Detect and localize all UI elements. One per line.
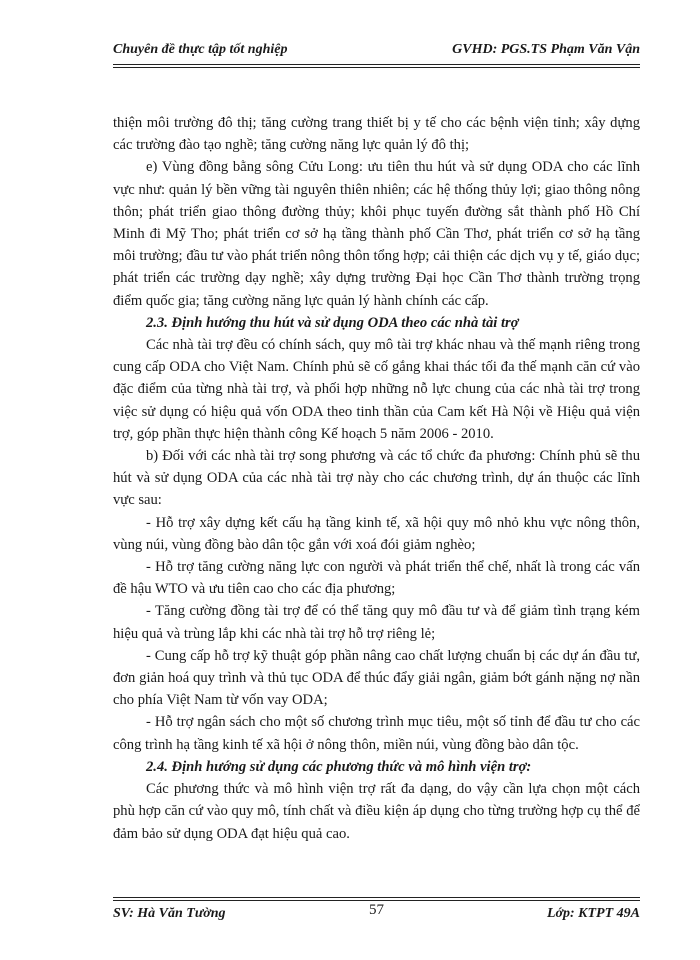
list-item-technical-assistance: - Cung cấp hỗ trợ kỹ thuật góp phần nâng cao chất lượng chuẩn bị các dự án đầu tư, đơn giản hoá quy trình và thủ tục ODA để thúc đẩy giải ngân, giảm bớt gánh nặng nợ nần cho phía Việt Nam từ vốn vay ODA; (113, 647, 640, 709)
header-title: Chuyên đề thực tập tốt nghiệp (113, 42, 288, 57)
paragraph-mekong-delta: e) Vùng đồng bằng sông Cửu Long: ưu tiên thu hút và sử dụng ODA cho các lĩnh vực như: quản lý bền vững tài nguyên thiên nhiên; các hệ thống thủy lợi; giao thông nông thôn; phát triển giao thông đường thủy; khôi phục tuyến đường sắt thành phố Hồ Chí Minh đi Mỹ Tho; phát triển cơ sở hạ tầng thành phố Cần Thơ, phát triển cơ sở hạ tầng môi trường; đầu tư vào phát triển nông thôn tổng hợp; cải thiện các dịch vụ y tế, giáo dục; phát triển các trường dạy nghề; xây dựng trường Đại học Cần Thơ thành trường trọng điểm quốc gia; tăng cường năng lực quản lý hành chính các cấp. (113, 159, 640, 309)
list-item-cofinancing: - Tăng cường đồng tài trợ để có thể tăng quy mô đầu tư và để giảm tình trạng kém hiệu quả và trùng lắp khi các nhà tài trợ hỗ trợ riêng lẻ; (113, 603, 640, 642)
list-item-capacity: - Hỗ trợ tăng cường năng lực con người và phát triển thể chế, nhất là trong các vấn đề hậu WTO và ưu tiên cao cho các địa phương; (113, 559, 640, 598)
list-item-infrastructure: - Hỗ trợ xây dựng kết cấu hạ tầng kinh tế, xã hội quy mô nhỏ khu vực nông thôn, vùng núi, vùng đồng bào dân tộc gắn với xoá đói giảm nghèo; (113, 514, 640, 553)
section-heading-2-4: 2.4. Định hướng sử dụng các phương thức và mô hình viện trợ: (146, 758, 532, 775)
page-number: 57 (369, 902, 384, 918)
header-advisor: GVHD: PGS.TS Phạm Văn Vận (452, 42, 640, 57)
page-header (113, 38, 640, 64)
header-divider (113, 64, 640, 68)
paragraph-bilateral-multilateral: b) Đối với các nhà tài trợ song phương và các tổ chức đa phương: Chính phủ sẽ thu hút và sử dụng ODA của các nhà tài trợ này cho các chương trình, dự án thuộc các lĩnh vực sau: (113, 448, 640, 509)
footer-student: SV: Hà Văn Tường (113, 906, 226, 921)
footer-class: Lớp: KTPT 49A (546, 906, 640, 921)
paragraph-donors-policy: Các nhà tài trợ đều có chính sách, quy mô tài trợ khác nhau và thế mạnh riêng trong cung cấp ODA cho Việt Nam. Chính phủ sẽ cố gắng khai thác tối đa thế mạnh căn cứ vào đặc điểm của từng nhà tài trợ, và phối hợp những nỗ lực chung của các nhà tài trợ trong việc sử dụng có hiệu quả vốn ODA theo tinh thần của Cam kết Hà Nội về Hiệu quả viện trợ, góp phần thực hiện thành công Kế hoạch 5 năm 2006 - 2010. (113, 337, 640, 442)
paragraph-continuation: thiện môi trường đô thị; tăng cường trang thiết bị y tế cho các bệnh viện tỉnh; xây dựng các trường đào tạo nghề; tăng cường năng lực quản lý đô thị; (113, 115, 640, 154)
paragraph-aid-modalities: Các phương thức và mô hình viện trợ rất đa dạng, do vậy cần lựa chọn một cách phù hợp căn cứ vào quy mô, tính chất và điều kiện áp dụng cho từng trường hợp cụ thể để đảm bảo sử dụng ODA đạt hiệu quả cao. (113, 781, 640, 842)
page-footer (113, 902, 640, 926)
section-heading-2-3: 2.3. Định hướng thu hút và sử dụng ODA theo các nhà tài trợ (146, 314, 519, 331)
document-body (113, 112, 640, 845)
list-item-budget-support: - Hỗ trợ ngân sách cho một số chương trình mục tiêu, một số tỉnh để đầu tư cho các công trình hạ tầng kinh tế xã hội ở nông thôn, miền núi, vùng đồng bào dân tộc. (113, 714, 640, 753)
footer-divider (113, 897, 640, 901)
